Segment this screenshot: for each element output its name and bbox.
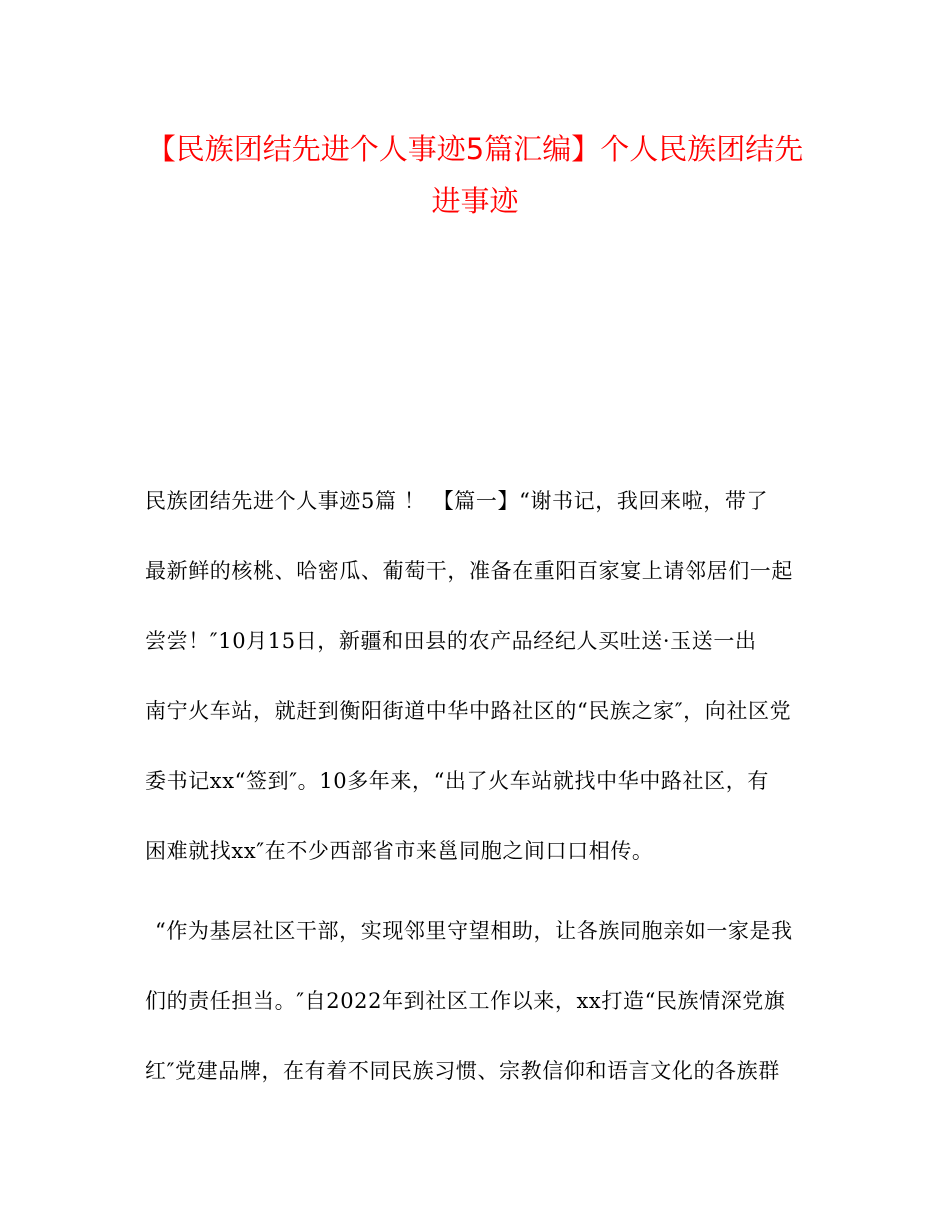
body-line: 尝尝！″10月15日，新疆和田县的农产品经纪人买吐送·玉送一出 [145, 629, 757, 653]
body-line: 困难就找xx″在不少西部省市来邕同胞之间口口相传。 [145, 839, 654, 863]
body-line: 南宁火车站，就赶到衡阳街道中华中路社区的“民族之家″，向社区党 [145, 699, 792, 723]
body-line: 红″党建品牌，在有着不同民族习惯、宗教信仰和语言文化的各族群 [145, 1059, 780, 1083]
body-line: “作为基层社区干部，实现邻里守望相助，让各族同胞亲如一家是我 [155, 919, 793, 943]
document-title [130, 123, 820, 227]
title-line-1: 【民族团结先进个人事迹5篇汇编】个人民族团结先 [146, 132, 804, 166]
body-line: 民族团结先进个人事迹5篇 ！ 【篇一】“谢书记，我回来啦，带了 [145, 489, 769, 513]
body-line: 最新鲜的核桃、哈密瓜、葡萄干，准备在重阳百家宴上请邻居们一起 [145, 559, 793, 583]
title-line-2: 进事迹 [431, 184, 519, 218]
body-line: 委书记xx“签到″。10多年来，“出了火车站就找中华中路社区，有 [145, 769, 769, 793]
body-line: 们的责任担当。″自2022年到社区工作以来，xx打造“民族情深党旗 [145, 989, 786, 1013]
